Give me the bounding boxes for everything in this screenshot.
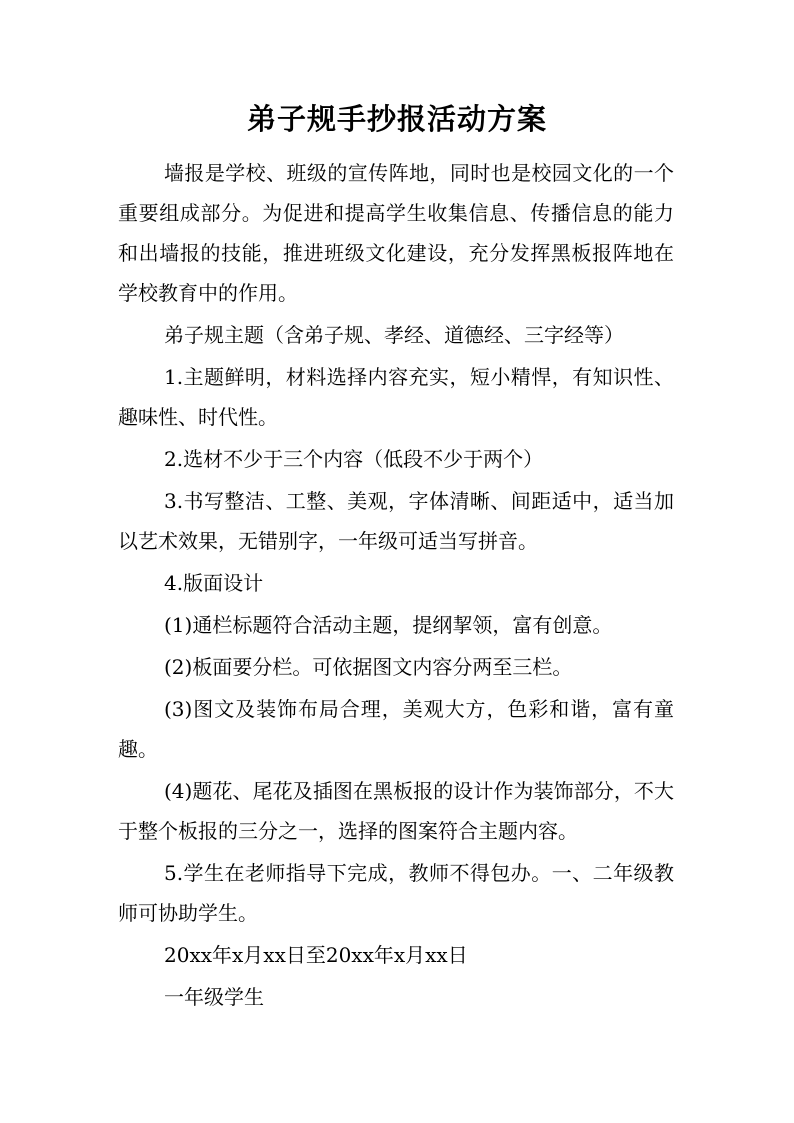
- paragraph-intro: 墙报是学校、班级的宣传阵地，同时也是校园文化的一个重要组成部分。为促进和提高学生收集信息、传播信息的能力和出墙报的技能，推进班级文化建设，充分发挥黑板报阵地在学校教育中的作用。: [118, 161, 674, 305]
- document-body: [118, 153, 674, 1017]
- paragraph-subitem-2: (2)板面要分栏。可依据图文内容分两至三栏。: [164, 655, 573, 679]
- paragraph-theme: 弟子规主题（含弟子规、孝经、道德经、三字经等）: [164, 323, 624, 347]
- document-title: 弟子规手抄报活动方案: [246, 102, 547, 136]
- paragraph-item-3: 3.书写整洁、工整、美观，字体清晰、间距适中，适当加以艺术效果，无错别字，一年级可适当写拼音。: [118, 489, 674, 553]
- paragraph-participants: 一年级学生: [164, 985, 264, 1009]
- paragraph-subitem-3: (3)图文及装饰布局合理，美观大方，色彩和谐，富有童趣。: [118, 697, 674, 761]
- paragraph-item-2: 2.选材不少于三个内容（低段不少于两个）: [164, 447, 544, 471]
- paragraph-subitem-1: (1)通栏标题符合活动主题，提纲挈领，富有创意。: [164, 613, 613, 637]
- paragraph-item-1: 1.主题鲜明，材料选择内容充实，短小精悍，有知识性、趣味性、时代性。: [118, 365, 674, 429]
- paragraph-item-5: 5.学生在老师指导下完成，教师不得包办。一、二年级教师可协助学生。: [118, 861, 674, 925]
- paragraph-date-range: 20xx年x月xx日至20xx年x月xx日: [164, 943, 468, 967]
- paragraph-item-4: 4.版面设计: [164, 571, 264, 595]
- paragraph-subitem-4: (4)题花、尾花及插图在黑板报的设计作为装饰部分，不大于整个板报的三分之一，选择的图案符合主题内容。: [118, 779, 674, 843]
